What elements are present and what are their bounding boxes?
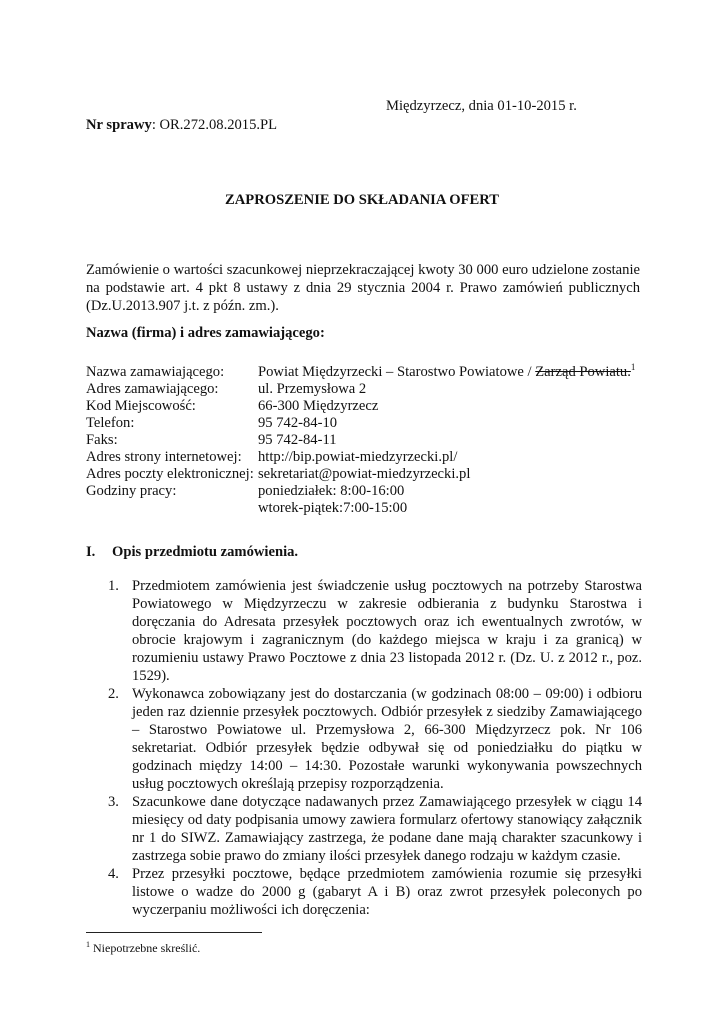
list-item-text: Przez przesyłki pocztowe, będące przedmiotem zamówienia rozumie się przesyłki listowe o wadze do 2000 g (gabaryt A i B) oraz zwrot przesyłek poleconych po wyczerpaniu możliwości ich doręczenia: <box>132 866 642 918</box>
section-number: I. <box>86 544 96 560</box>
order-description-list <box>108 577 642 919</box>
list-item-number: 3. <box>108 794 119 810</box>
case-number <box>86 117 277 134</box>
info-row-hours <box>86 483 635 500</box>
info-row-address <box>86 381 635 398</box>
info-label: Kod Miejscowość: <box>86 398 196 414</box>
footnote-text: Niepotrzebne skreślić. <box>90 941 201 955</box>
email-link[interactable]: sekretariat@powiat-miedzyrzecki.pl <box>258 466 471 482</box>
list-item-number: 2. <box>108 686 119 702</box>
document-title: ZAPROSZENIE DO SKŁADANIA OFERT <box>225 192 499 208</box>
case-number-label: Nr sprawy <box>86 117 152 133</box>
info-value: 66-300 Międzyrzecz <box>258 398 379 414</box>
info-row-email <box>86 466 635 483</box>
info-label: Faks: <box>86 432 118 448</box>
footnote <box>86 941 200 956</box>
list-item <box>108 865 642 919</box>
contracting-authority-heading: Nazwa (firma) i adres zamawiającego: <box>86 325 325 341</box>
footnote-number: 1 <box>86 940 90 949</box>
list-item <box>108 577 642 685</box>
info-row-postal <box>86 398 635 415</box>
info-row-hours-2 <box>86 500 635 517</box>
section-1-heading <box>86 544 298 561</box>
intro-paragraph: Zamówienie o wartości szacunkowej nieprzekraczającej kwoty 30 000 euro udzielone zostanie na podstawie art. 4 pkt 8 ustawy z dnia 29 stycznia 2004 r. Prawo zamówień publicznych (Dz.U.2013.907 j.t. z późn. zm.). <box>86 262 640 314</box>
website-link[interactable]: http://bip.powiat-miedzyrzecki.pl/ <box>258 449 458 465</box>
contracting-authority-info <box>86 364 635 517</box>
list-item-number: 1. <box>108 578 119 594</box>
info-value: ul. Przemysłowa 2 <box>258 381 367 397</box>
list-item-text: Wykonawca zobowiązany jest do dostarczania (w godzinach 08:00 – 09:00) i odbioru jeden raz dziennie przesyłek pocztowych. Odbiór przesyłek z siedziby Zamawiającego – Starostwo Powiatowe ul. Przemysłowa 2, 66-300 Międzyrzecz pok. Nr 106 sekretariat. Odbiór przesyłek będzie odbywał się od poniedziałku do piątku w godzinach między 14:00 – 14:30. Pozostałe warunki wykonywania powszechnych usług pocztowych określają przepisy rozporządzenia. <box>132 686 642 792</box>
info-value: 95 742-84-10 <box>258 415 338 431</box>
footnote-divider <box>86 932 262 933</box>
list-item-text: Szacunkowe dane dotyczące nadawanych przez Zamawiającego przesyłek w ciągu 14 miesięcy od daty podpisania umowy zawiera formularz ofertowy stanowiący załącznik nr 1 do SIWZ. Zamawiający zastrzega, że podane dane mają charakter szacunkowy i zastrzega sobie prawo do zmiany ilości przesyłek danego rodzaju w każdym czasie. <box>132 794 642 864</box>
info-label: Adres poczty elektronicznej: <box>86 466 254 482</box>
info-label: Godziny pracy: <box>86 483 177 499</box>
case-number-value: : OR.272.08.2015.PL <box>151 117 278 133</box>
list-item-number: 4. <box>108 866 119 882</box>
info-label: Adres zamawiającego: <box>86 381 219 397</box>
info-label: Telefon: <box>86 415 135 431</box>
info-value: wtorek-piątek:7:00-15:00 <box>258 500 408 516</box>
info-row-name <box>86 364 635 381</box>
list-item <box>108 685 642 793</box>
list-item-text: Przedmiotem zamówienia jest świadczenie usług pocztowych na potrzeby Starostwa Powiatowego w Międzyrzeczu w zakresie odbierania z budynku Starostwa i doręczania do Adresata przesyłek pocztowych oraz ich ewentualnych zwrotów, w obrocie krajowym i zagranicznym (do każdego miejsca w kraju i za granicą) w rozumieniu ustawy Prawo Pocztowe z dnia 23 listopada 2012 r. (Dz. U. z 2012 r., poz. 1529). <box>132 578 642 684</box>
struck-text: Zarząd Powiatu. <box>535 364 631 380</box>
document-date: Międzyrzecz, dnia 01-10-2015 r. <box>386 98 577 114</box>
footnote-reference: 1 <box>630 362 636 372</box>
info-row-website <box>86 449 635 466</box>
info-row-fax <box>86 432 635 449</box>
section-title: Opis przedmiotu zamówienia. <box>112 544 299 560</box>
info-value <box>258 364 635 381</box>
info-value: poniedziałek: 8:00-16:00 <box>258 483 405 499</box>
info-label: Adres strony internetowej: <box>86 449 242 465</box>
list-item <box>108 793 642 865</box>
info-value: 95 742-84-11 <box>258 432 337 448</box>
info-row-phone <box>86 415 635 432</box>
info-label: Nazwa zamawiającego: <box>86 364 225 380</box>
authority-name: Powiat Międzyrzecki – Starostwo Powiatowe / <box>258 364 536 380</box>
